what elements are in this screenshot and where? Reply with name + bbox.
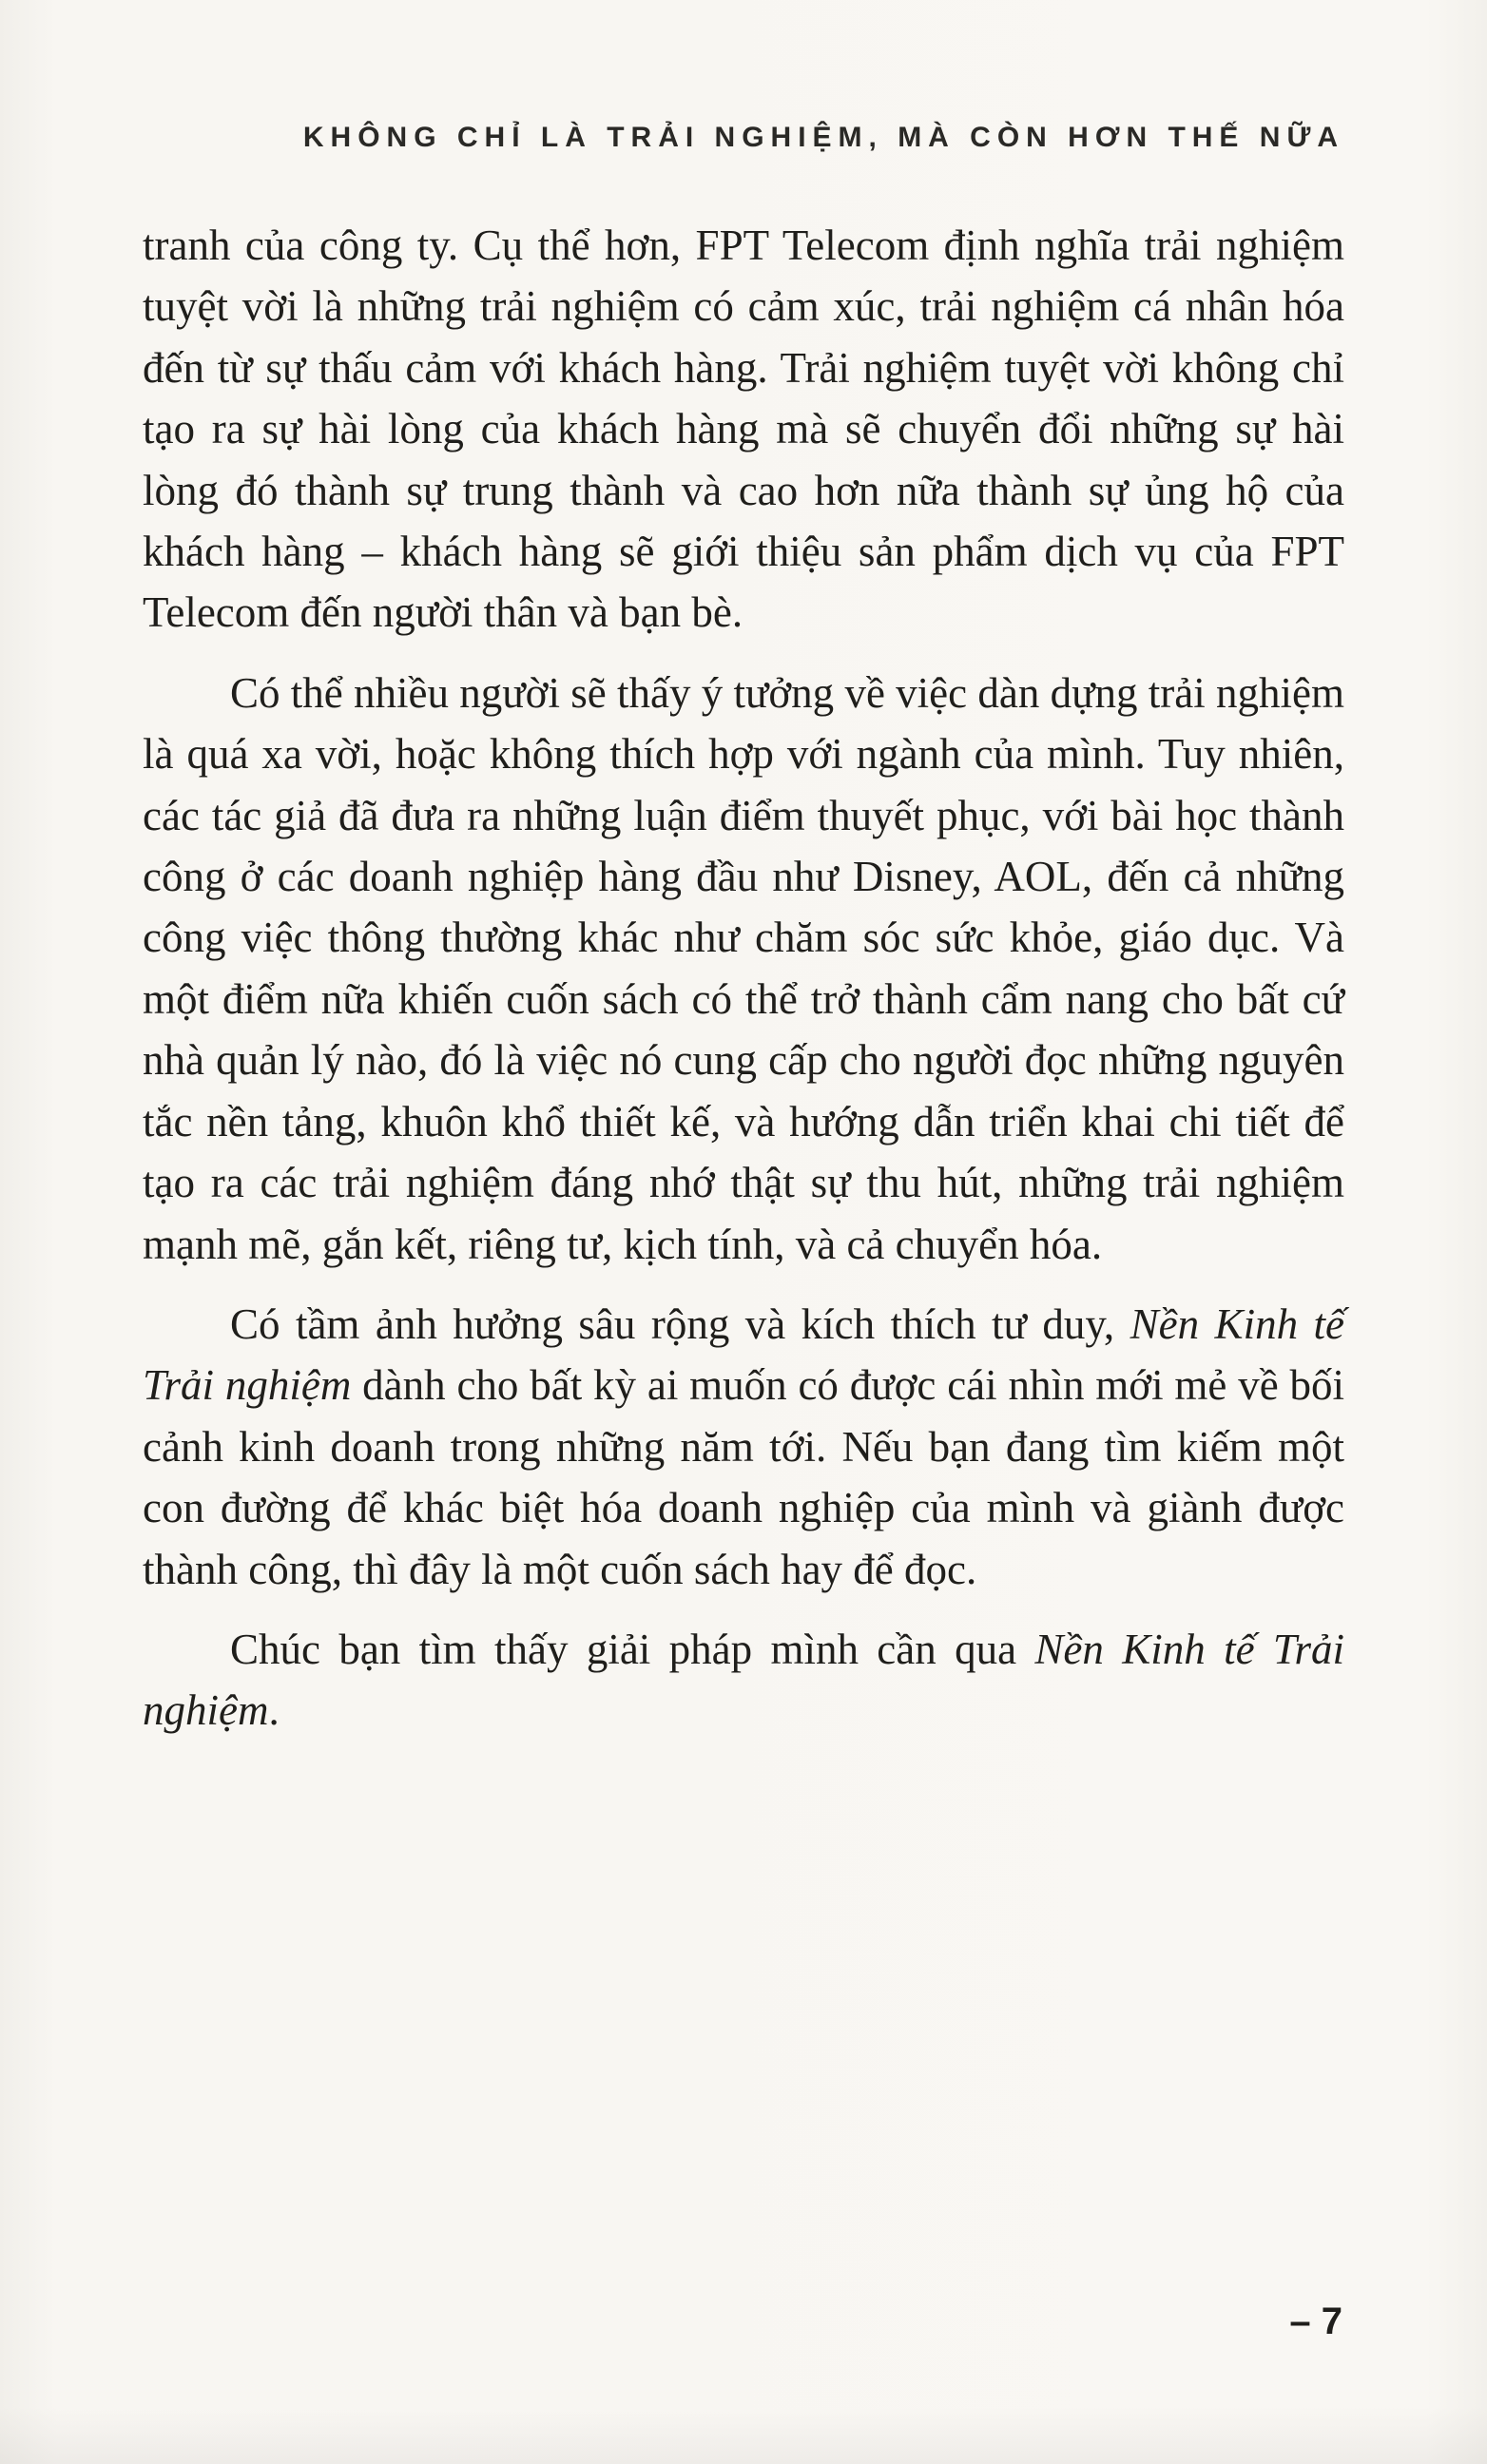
book-title-italic: Nền Kinh tế Trải nghiệm: [143, 1299, 1344, 1410]
paragraph-2: Có thể nhiều người sẽ thấy ý tưởng về việc dàn dựng trải nghiệm là quá xa vời, hoặc không thích hợp với ngành của mình. Tuy nhiên, các tác giả đã đưa ra những luận điểm thuyết phục, với bài học thành công ở các doanh nghiệp hàng đầu như Disney, AOL, đến cả những công việc thông thường khác như chăm sóc sức khỏe, giáo dục. Và một điểm nữa khiến cuốn sách có thể trở thành cẩm nang cho bất cứ nhà quản lý nào, đó là việc nó cung cấp cho người đọc những nguyên tắc nền tảng, khuôn khổ thiết kế, và hướng dẫn triển khai chi tiết để tạo ra các trải nghiệm đáng nhớ thật sự thu hút, những trải nghiệm mạnh mẽ, gắn kết, riêng tư, kịch tính, và cả chuyển hóa.: [143, 668, 1344, 1268]
paragraph-4-text-start: Chúc bạn tìm thấy giải pháp mình cần qua: [230, 1625, 1035, 1673]
running-header: KHÔNG CHỈ LÀ TRẢI NGHIỆM, MÀ CÒN HƠN THẾ NỮA: [302, 122, 1344, 153]
book-title-italic: Nền Kinh tế Trải nghiệm: [143, 1625, 1344, 1735]
paragraph-3-text-end: dành cho bất kỳ ai muốn có được cái nhìn mới mẻ về bối cảnh kinh doanh trong những năm tới. Nếu bạn đang tìm kiếm một con đường để khác biệt hóa doanh nghiệp của mình và giành được thành công, thì đây là một cuốn sách hay để đọc.: [143, 1361, 1344, 1593]
paragraph-4-text-end: .: [268, 1686, 280, 1735]
paragraph-3: [143, 1294, 1344, 1600]
page-number: – 7: [1289, 2300, 1342, 2342]
body-text: [143, 215, 1344, 1742]
paragraph-4: [143, 1619, 1344, 1742]
paragraph-1: tranh của công ty. Cụ thể hơn, FPT Telecom định nghĩa trải nghiệm tuyệt vời là những trải nghiệm có cảm xúc, trải nghiệm cá nhân hóa đến từ sự thấu cảm với khách hàng. Trải nghiệm tuyệt vời không chỉ tạo ra sự hài lòng của khách hàng mà sẽ chuyển đổi những sự hài lòng đó thành sự trung thành và cao hơn nữa thành sự ủng hộ của khách hàng – khách hàng sẽ giới thiệu sản phẩm dịch vụ của FPT Telecom đến người thân và bạn bè.: [143, 221, 1344, 637]
paragraph-3-text-start: Có tầm ảnh hưởng sâu rộng và kích thích tư duy,: [230, 1299, 1130, 1348]
page-bottom-edge: [0, 2407, 1487, 2464]
